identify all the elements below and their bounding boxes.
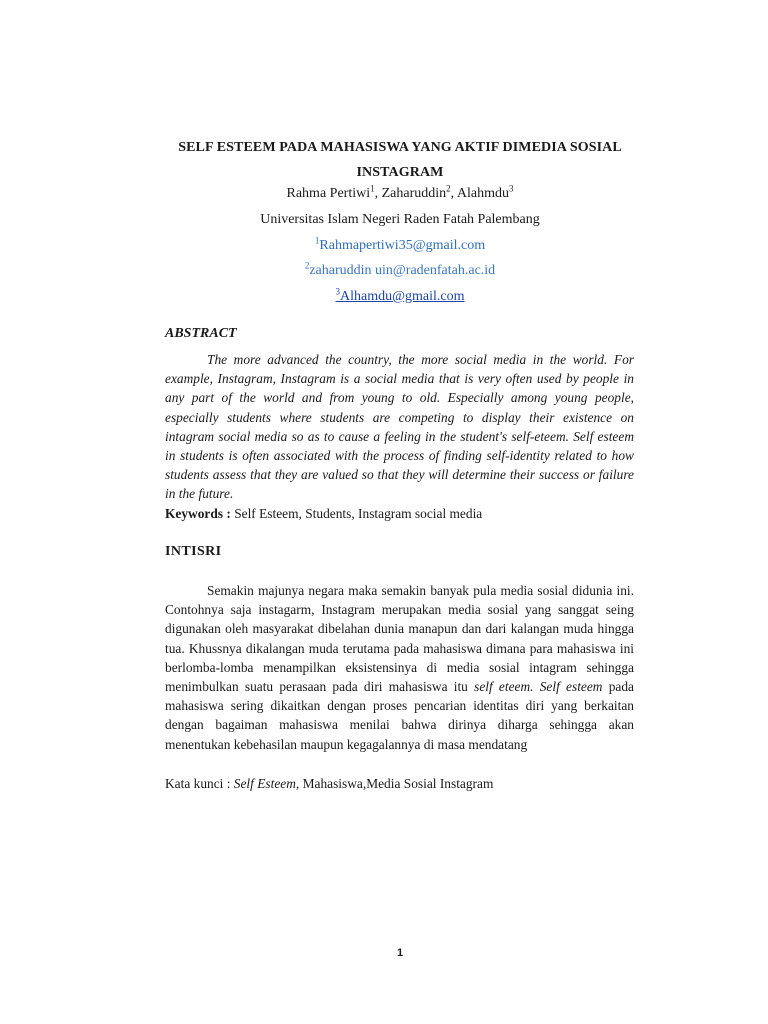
kata-kunci-italic: Self Esteem [233, 776, 296, 791]
intisari-paragraph [165, 581, 634, 754]
email-line-1 [150, 236, 650, 256]
author-list: Rahma Pertiwi$^1$, Zaharuddin$^2$, Alahmdu$^3$ [286, 183, 514, 201]
email-address: Alhamdu@gmail.com [340, 289, 465, 304]
keywords-value: Self Esteem, Students, Instagram social media [230, 506, 483, 521]
abstract-heading: ABSTRACT [165, 326, 237, 341]
email-address: zaharuddin uin@radenfatah.ac.id [309, 263, 496, 278]
title-line-2: INSTAGRAM [356, 165, 444, 180]
email-line-2 [150, 261, 650, 281]
page-number: 1 [396, 947, 404, 959]
affiliation: Universitas Islam Negeri Raden Fatah Palembang [260, 212, 540, 227]
intisari-text-part1: Semakin majunya negara maka semakin banyak pula media sosial didunia ini. Contohnya saja instagarm, Instagram merupakan media sosial yang sanggat seing digunakan oleh masyarakat dibelahan dunia manapun dan dari kalangan muda hingga tua. Khussnya dikalangan muda terutama pada mahasiswa dimana para mahasiswa ini berlomba-lomba menampilkan eksistensinya di media sosial intagram sehingga menimbulkan suatu perasaan pada diri mahasiswa itu [165, 583, 634, 695]
kata-kunci-rest: , Mahasiswa,Media Sosial Instagram [295, 776, 494, 791]
author-superscript: 1 [370, 183, 375, 194]
title-line-1: SELF ESTEEM PADA MAHASISWA YANG AKTIF DIMEDIA SOSIAL [178, 140, 622, 155]
intisari-text-italic: self eteem. Self esteem [474, 679, 603, 695]
author-superscript: 3 [508, 183, 514, 194]
keywords-label: Keywords : [165, 506, 231, 521]
author-name: Zaharuddin [381, 186, 447, 201]
email-link[interactable] [314, 235, 486, 253]
intisari-text-part2: pada mahasiswa sering dikaitkan dengan proses pencarian identitas diri yang berkaitan dengan bagaiman mahasiswa menilai bahwa dirinya diharga sehingga akan menentukan kebehasilan maupun kegagalannya di masa mendatang [165, 679, 634, 752]
email-address: Rahmapertiwi35@gmail.com [319, 238, 486, 253]
email-superscript: 3 [335, 286, 340, 297]
paper-title [150, 135, 650, 185]
abstract-text: The more advanced the country, the more social media in the world. For example, Instagram, Instagram is a social media that is very often used by people in any part of the world and from young to old. Especially among young people, especially students where students are competing to display their existence on intagram social media so as to cause a feeling in the student's self-eteem. Self esteem in students is often associated with the process of finding self-identity related to how students assess that they are valued so that they will determine their success or failure in the future. [165, 352, 634, 502]
email-superscript: 1 [314, 235, 320, 246]
intisari-heading: INTISRI [165, 544, 222, 559]
email-link[interactable] [335, 286, 465, 304]
email-superscript: 2 [304, 260, 310, 271]
kata-kunci-label: Kata kunci : [165, 776, 234, 791]
kata-kunci-line [165, 776, 493, 792]
author-name: Alahmdu [456, 186, 509, 201]
abstract-paragraph [165, 350, 634, 504]
keywords-line [165, 506, 482, 522]
author-name: Rahma Pertiwi [286, 186, 371, 201]
email-link[interactable] [304, 260, 496, 278]
author-superscript: 2 [446, 183, 451, 194]
email-line-3 [150, 287, 650, 307]
